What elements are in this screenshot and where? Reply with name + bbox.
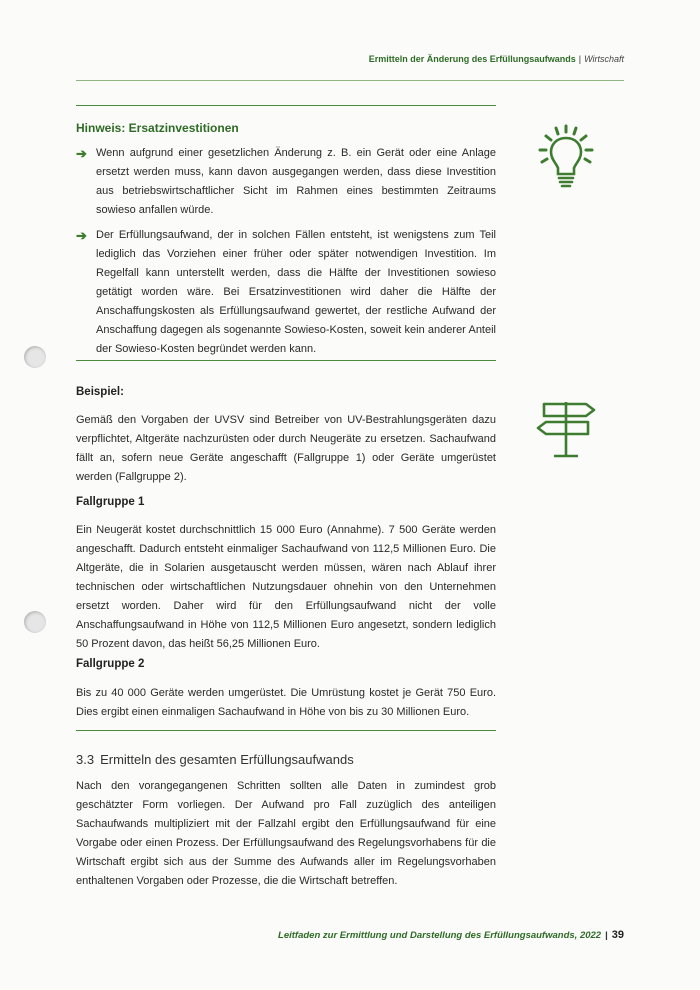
note-bottom-rule	[76, 360, 496, 361]
section-title-text: Ermitteln des gesamten Erfüllungsaufwands	[100, 752, 354, 767]
header-title: Ermitteln der Änderung des Erfüllungsaufwands	[368, 54, 576, 64]
example-intro: Gemäß den Vorgaben der UVSV sind Betreiber von UV-Bestrahlungsgeräten dazu verpflichtet, Altgeräte nachzurüsten oder durch Neugeräte zu ersetzen. Sachaufwand fällt an, sofern neue Geräte angeschafft (Fallgruppe 1) oder Geräte umgerüstet werden (Fallgruppe 2).	[76, 414, 496, 483]
note-heading: Hinweis: Ersatzinvestitionen	[76, 121, 239, 135]
note-bullet-text: Der Erfüllungsaufwand, der in solchen Fällen entsteht, ist wenigstens zum Teil lediglich das Vorziehen einer früher oder später notwendigen Investition. Im Regelfall kann unterstellt werden, dass die Hälfte der Investitionen sowieso getätigt worden wäre. Bei Ersatzinvestitionen wird daher die Hälfte der Anschaffungskosten als Erfüllungsaufwand gewertet, der restliche Aufwand der Anschaffung dagegen als sogenannte Sowieso-Kosten, soweit kein anderer Anteil der Sowieso-Kosten begründet werden kann.	[96, 229, 496, 355]
group-2-title: Fallgruppe 2	[76, 658, 145, 670]
header-rule	[76, 80, 624, 81]
group-1-text: Ein Neugerät kostet durchschnittlich 15 000 Euro (Annahme). 7 500 Geräte werden angeschafft. Dadurch entsteht einmaliger Sachaufwand von 112,5 Millionen Euro. Die Altgeräte, die in Solarien ausgetauscht werden müssen, wären nach Ablauf ihrer technischen oder wirtschaftlichen Nutzungsdauer ohnehin von den Unternehmen ersetzt worden. Daher wird für den Erfüllungsaufwand nicht der volle Anschaffungsaufwand in Höhe von 112,5 Millionen Euro angesetzt, sondern lediglich 50 Prozent davon, das heißt 56,25 Millionen Euro.	[76, 524, 496, 650]
example-bottom-rule	[76, 730, 496, 731]
punch-hole	[24, 611, 46, 633]
example-heading: Beispiel:	[76, 386, 124, 398]
section-text: Nach den vorangegangenen Schritten sollten alle Daten in zumindest grob geschätzter Form vorliegen. Der Aufwand pro Fall zuzüglich des anteiligen Sachaufwands multipliziert mit der Fallzahl ergibt den Erfüllungsaufwand für eine Vorgabe oder einen Prozess. Der Erfüllungsaufwand des Regelungsvorhabens für die Wirtschaft ergibt sich aus der Summe des Aufwands aller im Regelungsvorhaben enthaltenen Vorgaben oder Prozesse, die die Wirtschaft betreffen.	[76, 780, 496, 887]
lightbulb-icon	[532, 122, 600, 194]
note-bullet-text: Wenn aufgrund einer gesetzlichen Änderung z. B. ein Gerät oder eine Anlage ersetzt werden muss, kann davon ausgegangen werden, dass diese Investition aus betriebswirtschaftlicher Sicht im Rahmen eines bestimmten Zeitraums sowieso anfallen würde.	[96, 147, 496, 216]
arrow-icon: ➔	[76, 146, 87, 161]
running-header	[200, 54, 624, 64]
page-number: 39	[611, 929, 624, 941]
arrow-icon: ➔	[76, 228, 87, 243]
header-section: Wirtschaft	[584, 54, 624, 64]
note-bullet-2	[76, 226, 496, 359]
group-2-text: Bis zu 40 000 Geräte werden umgerüstet. Die Umrüstung kostet je Gerät 750 Euro. Dies ergibt einen einmaligen Sachaufwand in Höhe von bis zu 30 Millionen Euro.	[76, 687, 496, 718]
section-number: 3.3	[76, 752, 95, 767]
header-separator: |	[578, 54, 582, 64]
section-title	[76, 752, 354, 767]
punch-hole	[24, 346, 46, 368]
note-bullet-1	[76, 144, 496, 220]
group-1-title: Fallgruppe 1	[76, 496, 145, 508]
note-top-rule	[76, 105, 496, 106]
footer-title: Leitfaden zur Ermittlung und Darstellung des Erfüllungsaufwands, 2022	[278, 930, 602, 941]
footer	[240, 929, 624, 941]
footer-separator: |	[605, 930, 608, 941]
signpost-icon	[536, 398, 602, 460]
